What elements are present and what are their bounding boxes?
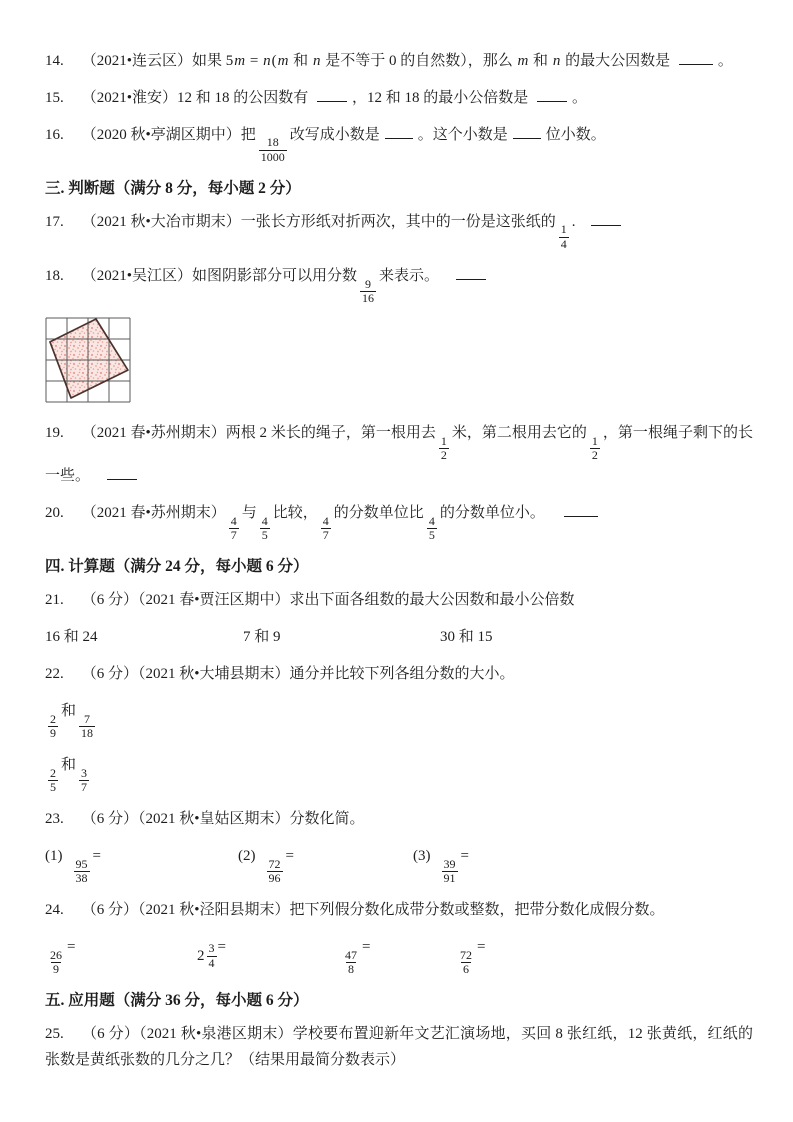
text-run: （2021•淮安）12 和 18 的公因数有 (81, 90, 313, 106)
fraction-numerator: 2 (50, 765, 56, 780)
question-24-items (45, 934, 753, 977)
text-run: （2021 春•苏州期末） (81, 505, 226, 522)
question-15 (45, 85, 753, 111)
text-run: 14. (45, 53, 64, 69)
fraction (458, 949, 474, 978)
text-run: （6 分）（2021 秋•皇姑区期末）分数化简。 (81, 811, 365, 828)
text-run: （2020 秋•亭湖区期中）把 (81, 127, 256, 143)
fraction (559, 223, 569, 252)
fraction (260, 515, 270, 544)
fraction-numerator: 18 (266, 135, 279, 150)
spacer (64, 1037, 82, 1038)
answer-blank (564, 501, 598, 517)
text-run: 的分数单位比 (333, 505, 424, 522)
question-21 (45, 587, 753, 613)
text-run: 和 (61, 703, 77, 720)
spacer (576, 225, 586, 226)
text-run: = (92, 848, 101, 865)
fraction (79, 713, 95, 742)
spacer (64, 677, 82, 678)
text-run: （6 分）（2021 秋•泉港区期末）学校要布置迎新年文艺汇演场地，买回 8 张红纸，12 张黄纸，红纸的张数是黄纸张数的几分之几？（结果用最简分数表示） (45, 1026, 753, 1069)
spacer (90, 479, 102, 480)
fraction-denominator: 5 (50, 780, 56, 795)
text-run: 24. (45, 902, 64, 919)
text-run: 7 和 9 (243, 629, 281, 646)
fraction-denominator: 5 (428, 528, 435, 543)
row-cell (455, 934, 485, 977)
row-cell (45, 624, 243, 650)
question-22-pair-1 (45, 698, 753, 741)
text-run: 和 (61, 757, 77, 774)
spacer (64, 436, 82, 437)
text-run: 16 和 24 (45, 629, 98, 646)
fraction-numerator: 1 (440, 433, 447, 448)
question-25 (45, 1021, 753, 1073)
fraction-denominator: 2 (440, 448, 447, 463)
fraction-numerator: 1 (560, 222, 567, 237)
question-17 (45, 209, 753, 252)
fraction-denominator: 7 (81, 780, 88, 795)
fraction-numerator: 39 (443, 856, 456, 871)
fraction-denominator: 7 (230, 528, 237, 543)
text-run: ( (271, 53, 277, 69)
fraction-denominator: 9 (53, 962, 59, 977)
text-run: 位小数。 (545, 127, 606, 143)
text-run: 21. (45, 592, 64, 609)
fraction (79, 767, 89, 796)
text-run: 与 (241, 505, 257, 522)
math-variable: m (517, 53, 529, 69)
fraction (427, 515, 437, 544)
fraction-denominator: 38 (75, 871, 88, 886)
row-cell (340, 934, 455, 977)
question-24 (45, 897, 753, 923)
fraction (439, 435, 449, 464)
spacer (64, 516, 82, 517)
fraction (360, 278, 376, 307)
row-cell (243, 624, 440, 650)
row-cell (413, 843, 469, 886)
spacer (431, 859, 439, 860)
spacer (545, 516, 559, 517)
fraction-numerator: 4 (428, 513, 435, 528)
text-run: ，12 和 18 的最小公倍数是 (352, 90, 533, 106)
text-run: 的分数单位小。 (439, 505, 545, 522)
text-run: = (217, 939, 226, 956)
text-run: = (67, 939, 76, 956)
spacer (439, 279, 451, 280)
fraction (48, 767, 58, 796)
fraction-denominator: 9 (50, 726, 56, 741)
question-23-items (45, 843, 753, 886)
math-variable: n (312, 53, 321, 69)
fraction-denominator: 16 (362, 291, 375, 306)
answer-blank (679, 49, 713, 65)
text-run: 。这个小数是 (417, 127, 508, 143)
math-variable: n (552, 53, 561, 69)
question-20 (45, 500, 753, 543)
text-run: （2021•连云区）如果 5 (81, 53, 234, 69)
question-22-pair-2 (45, 752, 753, 795)
spacer (64, 279, 82, 280)
spacer (64, 603, 82, 604)
text-run: (2) (238, 848, 256, 865)
fraction-numerator: 26 (50, 947, 62, 962)
fraction-numerator: 47 (345, 947, 357, 962)
fraction-numerator: 4 (261, 513, 268, 528)
text-run: = (246, 53, 263, 69)
section-heading-5: 五. 应用题（满分 36 分，每小题 6 分） (45, 992, 309, 1010)
fraction-numerator: 2 (50, 711, 56, 726)
fraction-denominator: 96 (268, 871, 281, 886)
question-21-pairs (45, 624, 753, 650)
spacer (64, 225, 82, 226)
fraction-numerator: 3 (81, 765, 88, 780)
text-run: 17. (45, 214, 64, 231)
spacer (63, 859, 71, 860)
fraction (321, 515, 331, 544)
fraction (442, 858, 458, 887)
answer-blank (385, 123, 413, 139)
row-cell (45, 843, 238, 886)
fraction-numerator: 1 (591, 433, 598, 448)
text-run: (1) (45, 848, 63, 865)
answer-blank (456, 264, 486, 280)
fraction-denominator: 2 (591, 448, 598, 463)
text-run: = (362, 939, 371, 956)
fraction (590, 435, 600, 464)
text-run: 的最大公因数是 (561, 53, 674, 69)
fraction (74, 858, 90, 887)
text-run: 来表示。 (379, 268, 440, 285)
answer-blank (107, 464, 137, 480)
spacer (256, 859, 264, 860)
math-variable: n (263, 53, 271, 69)
section-heading-4: 四. 计算题（满分 24 分，每小题 6 分） (45, 558, 309, 576)
fraction (48, 949, 64, 978)
answer-blank (513, 123, 541, 139)
spacer (64, 101, 82, 102)
text-run: （6 分）（2021 秋•泾阳县期末）把下列假分数化成带分数或整数，把带分数化成假分数。 (81, 902, 665, 919)
fraction-denominator: 5 (261, 528, 268, 543)
text-run: 20. (45, 505, 64, 522)
fraction (343, 949, 359, 978)
fraction (267, 858, 283, 887)
fraction-denominator: 4 (560, 237, 567, 252)
text-run: 25. (45, 1026, 64, 1043)
answer-blank (591, 210, 621, 226)
fraction (259, 136, 287, 165)
text-run: ，第一根绳子剩下的长一些。 (45, 425, 753, 485)
text-run: 。 (717, 53, 733, 69)
fraction-denominator: 8 (348, 962, 354, 977)
text-run: 18. (45, 268, 64, 285)
text-run: 22. (45, 666, 64, 683)
fraction-denominator: 91 (443, 871, 456, 886)
text-run: （2021•吴江区）如图阴影部分可以用分数 (81, 268, 358, 285)
fraction-numerator: 7 (84, 711, 91, 726)
mixed-whole: 2 (197, 947, 205, 964)
text-run: 15. (45, 90, 64, 106)
question-19 (45, 420, 753, 489)
row-cell (197, 934, 340, 977)
text-run: 23. (45, 811, 64, 828)
fraction (48, 713, 58, 742)
row-cell (45, 934, 197, 977)
fraction: $\frac{3}{4}$ (208, 940, 215, 970)
fraction-numerator: 4 (230, 513, 237, 528)
text-run: 19. (45, 425, 64, 442)
tilted-square-grid-figure (45, 317, 131, 403)
text-run: 30 和 15 (440, 629, 493, 646)
fraction-numerator: 72 (268, 856, 281, 871)
fraction-denominator: 1000 (260, 150, 285, 165)
text-run: 16. (45, 127, 64, 143)
row-cell (238, 843, 413, 886)
mixed-number (197, 942, 218, 971)
text-run: （6 分）（2021 秋•大埔县期末）通分并比较下列各组分数的大小。 (81, 666, 515, 683)
answer-blank (317, 86, 347, 102)
math-variable: m (234, 53, 246, 69)
question-16 (45, 122, 753, 165)
text-run: 改写成小数是 (289, 127, 380, 143)
fraction-numerator: 9 (365, 276, 372, 291)
fraction-denominator: 6 (463, 962, 469, 977)
text-run: 比较， (272, 505, 318, 522)
text-run: = (477, 939, 486, 956)
section-heading-3: 三. 判断题（满分 8 分，每小题 2 分） (45, 180, 301, 198)
text-run: 。 (572, 90, 588, 106)
row-cell (440, 624, 493, 650)
text-run: = (460, 848, 469, 865)
question-22 (45, 661, 753, 687)
spacer (64, 913, 82, 914)
text-run: . (571, 214, 576, 231)
math-variable: m (277, 53, 289, 69)
text-run: 米，第二根用去它的 (451, 425, 587, 442)
fraction-denominator: 18 (81, 726, 94, 741)
text-run: = (285, 848, 294, 865)
spacer (64, 138, 82, 139)
answer-blank (537, 86, 567, 102)
fraction-numerator: 4 (322, 513, 329, 528)
text-run: 是不等于 0 的自然数），那么 (321, 53, 517, 69)
spacer (64, 64, 82, 65)
fraction (229, 515, 239, 544)
fraction-numerator: 95 (75, 856, 88, 871)
fraction-denominator: 7 (322, 528, 329, 543)
text-run: （2021 春•苏州期末）两根 2 米长的绳子，第一根用去 (81, 425, 436, 442)
question-18 (45, 263, 753, 306)
question-14 (45, 48, 753, 74)
spacer (64, 822, 82, 823)
text-run: (3) (413, 848, 431, 865)
text-run: 和 (289, 53, 312, 69)
text-run: 和 (529, 53, 552, 69)
fraction-numerator: 72 (460, 947, 472, 962)
text-run: （6 分）（2021 春•贾汪区期中）求出下面各组数的最大公因数和最小公倍数 (81, 592, 575, 609)
question-18-grid-figure (45, 317, 753, 408)
question-23 (45, 806, 753, 832)
text-run: （2021 秋•大冶市期末）一张长方形纸对折两次，其中的一份是这张纸的 (81, 214, 556, 231)
